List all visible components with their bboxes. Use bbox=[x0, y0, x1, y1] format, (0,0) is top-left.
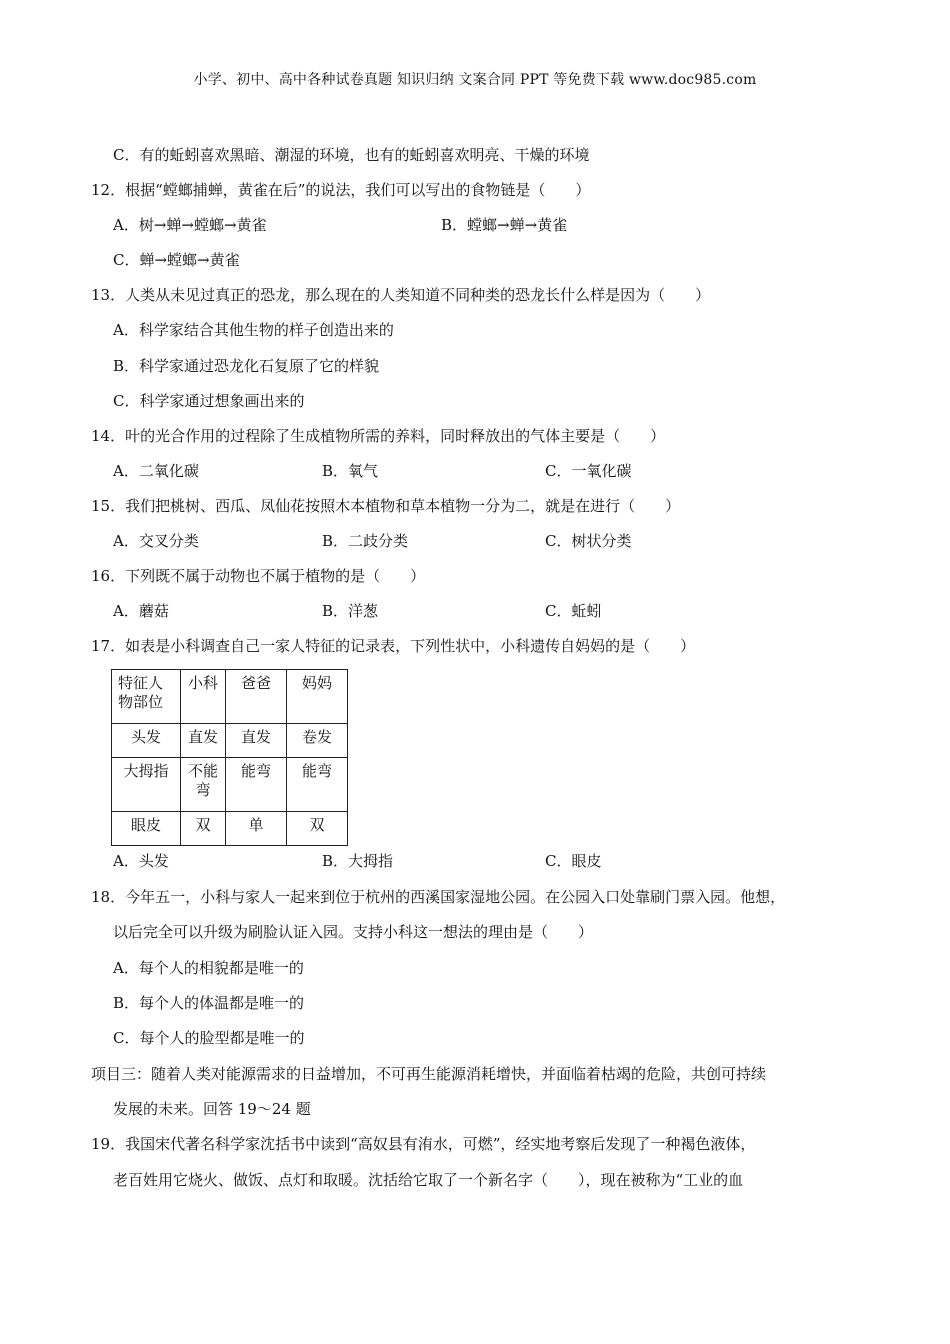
q14-option-c: C．一氧化碳 bbox=[545, 462, 632, 480]
q14-stem: 14．叶的光合作用的过程除了生成植物所需的养料，同时释放出的气体主要是（ ） bbox=[91, 427, 666, 445]
table-row bbox=[112, 758, 348, 812]
q16-option-a: A．蘑菇 bbox=[113, 602, 169, 620]
table-cell: 直发 bbox=[181, 724, 226, 758]
q11-option-c: C．有的蚯蚓喜欢黑暗、潮湿的环境，也有的蚯蚓喜欢明亮、干燥的环境 bbox=[113, 146, 590, 164]
table-cell: 能弯 bbox=[226, 758, 287, 812]
table-row bbox=[112, 812, 348, 846]
q14-option-a: A．二氧化碳 bbox=[113, 462, 199, 480]
q13-option-a: A．科学家结合其他生物的样子创造出来的 bbox=[113, 321, 394, 339]
q12-option-c: C．蝉→螳螂→黄雀 bbox=[113, 251, 240, 269]
page-header: 小学、初中、高中各种试卷真题 知识归纳 文案合同 PPT 等免费下载 www.doc985.com bbox=[193, 72, 757, 88]
q19-stem-line1: 19．我国宋代著名科学家沈括书中读到“高奴县有洧水，可燃”，经实地考察后发现了一种褐色液体， bbox=[91, 1135, 756, 1153]
q18-stem-line1: 18．今年五一，小科与家人一起来到位于杭州的西溪国家湿地公园。在公园入口处靠刷门票入园。他想， bbox=[91, 888, 786, 906]
table-row bbox=[112, 724, 348, 758]
q15-stem: 15．我们把桃树、西瓜、凤仙花按照木本植物和草本植物一分为二，就是在进行（ ） bbox=[91, 497, 681, 515]
table-header-cell: 特征人物部位 bbox=[112, 670, 181, 724]
q18-option-b: B．每个人的体温都是唯一的 bbox=[113, 994, 305, 1012]
table-header-cell: 妈妈 bbox=[287, 670, 348, 724]
q15-option-c: C．树状分类 bbox=[545, 532, 632, 550]
q17-option-b: B．大拇指 bbox=[322, 852, 394, 870]
q13-stem: 13．人类从未见过真正的恐龙，那么现在的人类知道不同种类的恐龙长什么样是因为（ ） bbox=[91, 286, 711, 304]
table-cell: 大拇指 bbox=[112, 758, 181, 812]
table-cell: 双 bbox=[287, 812, 348, 846]
table-header-row bbox=[112, 670, 348, 724]
table-header-cell: 爸爸 bbox=[226, 670, 287, 724]
q18-option-a: A．每个人的相貌都是唯一的 bbox=[113, 959, 304, 977]
table-cell: 双 bbox=[181, 812, 226, 846]
family-traits-table bbox=[111, 669, 348, 846]
q17-stem: 17．如表是小科调查自己一家人特征的记录表，下列性状中，小科遗传自妈妈的是（ ） bbox=[91, 637, 696, 655]
table-cell: 头发 bbox=[112, 724, 181, 758]
q19-stem-line2: 老百姓用它烧火、做饭、点灯和取暖。沈括给它取了一个新名字（ ），现在被称为“工业的血 bbox=[113, 1171, 744, 1189]
table-cell: 卷发 bbox=[287, 724, 348, 758]
table-cell: 能弯 bbox=[287, 758, 348, 812]
q16-stem: 16．下列既不属于动物也不属于植物的是（ ） bbox=[91, 567, 426, 585]
project3-intro-line2: 发展的未来。回答 19～24 题 bbox=[113, 1100, 311, 1118]
q17-option-c: C．眼皮 bbox=[545, 852, 602, 870]
q16-option-b: B．洋葱 bbox=[322, 602, 379, 620]
q14-option-b: B．氧气 bbox=[322, 462, 379, 480]
table-cell: 不能弯 bbox=[181, 758, 226, 812]
q18-stem-line2: 以后完全可以升级为刷脸认证入园。支持小科这一想法的理由是（ ） bbox=[113, 923, 594, 941]
q12-option-b: B．螳螂→蝉→黄雀 bbox=[441, 216, 568, 234]
q13-option-c: C．科学家通过想象画出来的 bbox=[113, 392, 305, 410]
q13-option-b: B．科学家通过恐龙化石复原了它的样貌 bbox=[113, 357, 380, 375]
q12-stem: 12．根据“螳螂捕蝉，黄雀在后”的说法，我们可以写出的食物链是（ ） bbox=[91, 181, 591, 199]
q12-option-a: A．树→蝉→螳螂→黄雀 bbox=[113, 216, 267, 234]
table-header-cell: 小科 bbox=[181, 670, 226, 724]
table-cell: 直发 bbox=[226, 724, 287, 758]
q18-option-c: C．每个人的脸型都是唯一的 bbox=[113, 1029, 305, 1047]
project3-intro-line1: 项目三：随着人类对能源需求的日益增加，不可再生能源消耗增快，并面临着枯竭的危险，共创可持续 bbox=[91, 1065, 767, 1083]
table-cell: 单 bbox=[226, 812, 287, 846]
q16-option-c: C．蚯蚓 bbox=[545, 602, 602, 620]
q15-option-a: A．交叉分类 bbox=[113, 532, 199, 550]
q15-option-b: B．二歧分类 bbox=[322, 532, 409, 550]
q17-option-a: A．头发 bbox=[113, 852, 169, 870]
table-cell: 眼皮 bbox=[112, 812, 181, 846]
